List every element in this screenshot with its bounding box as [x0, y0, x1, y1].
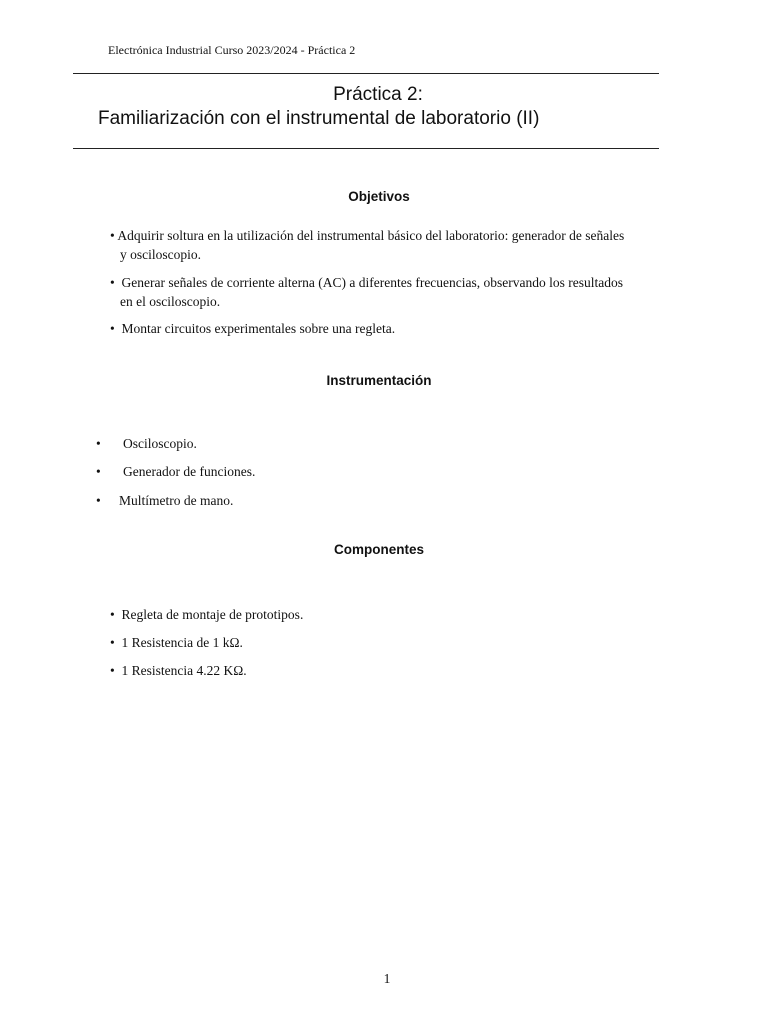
list-item-text: 1 Resistencia de 1 kΩ. — [121, 635, 243, 650]
list-item-text: 1 Resistencia 4.22 KΩ. — [121, 663, 247, 678]
list-item-text: Multímetro de mano. — [119, 493, 234, 508]
bullet-mark: • — [110, 321, 115, 336]
bullet-mark: • — [110, 663, 115, 678]
bullet-mark: • — [110, 228, 115, 243]
page-title-line2: Familiarización con el instrumental de laboratorio (II) — [98, 108, 540, 129]
bullet-mark: • — [96, 436, 101, 451]
list-item — [110, 661, 247, 680]
list-item-text: Regleta de montaje de prototipos. — [121, 607, 304, 622]
bullet-mark: • — [96, 464, 101, 479]
bullet-mark: • — [110, 635, 115, 650]
list-item-text: Osciloscopio. — [123, 436, 197, 451]
list-item-continuation: y osciloscopio. — [120, 247, 201, 262]
running-header: Electrónica Industrial Curso 2023/2024 - Práctica 2 — [108, 43, 356, 57]
bullet-mark: • — [96, 493, 101, 508]
section-heading-instrumentacion: Instrumentación — [326, 373, 432, 388]
list-item — [110, 605, 303, 624]
list-item-text: Generar señales de corriente alterna (AC) a diferentes frecuencias, observando los resultados — [121, 275, 624, 290]
page-title-line1: Práctica 2: — [333, 84, 423, 105]
list-item-text: Generador de funciones. — [123, 464, 256, 479]
list-item — [110, 319, 710, 338]
list-item — [110, 226, 710, 264]
section-heading-componentes: Componentes — [333, 542, 424, 557]
title-bottom-rule — [73, 148, 659, 149]
section-heading-objetivos: Objetivos — [348, 189, 410, 204]
bullet-mark: • — [110, 275, 115, 290]
list-item — [110, 273, 710, 311]
bullet-mark: • — [110, 607, 115, 622]
list-item-text: Adquirir soltura en la utilización del instrumental básico del laboratorio: generador de señales — [117, 228, 625, 243]
list-item-text: Montar circuitos experimentales sobre una regleta. — [121, 321, 396, 336]
list-item-continuation: en el osciloscopio. — [120, 294, 221, 309]
title-top-rule — [73, 73, 659, 74]
list-item — [110, 633, 243, 652]
page-number: 1 — [383, 971, 391, 986]
